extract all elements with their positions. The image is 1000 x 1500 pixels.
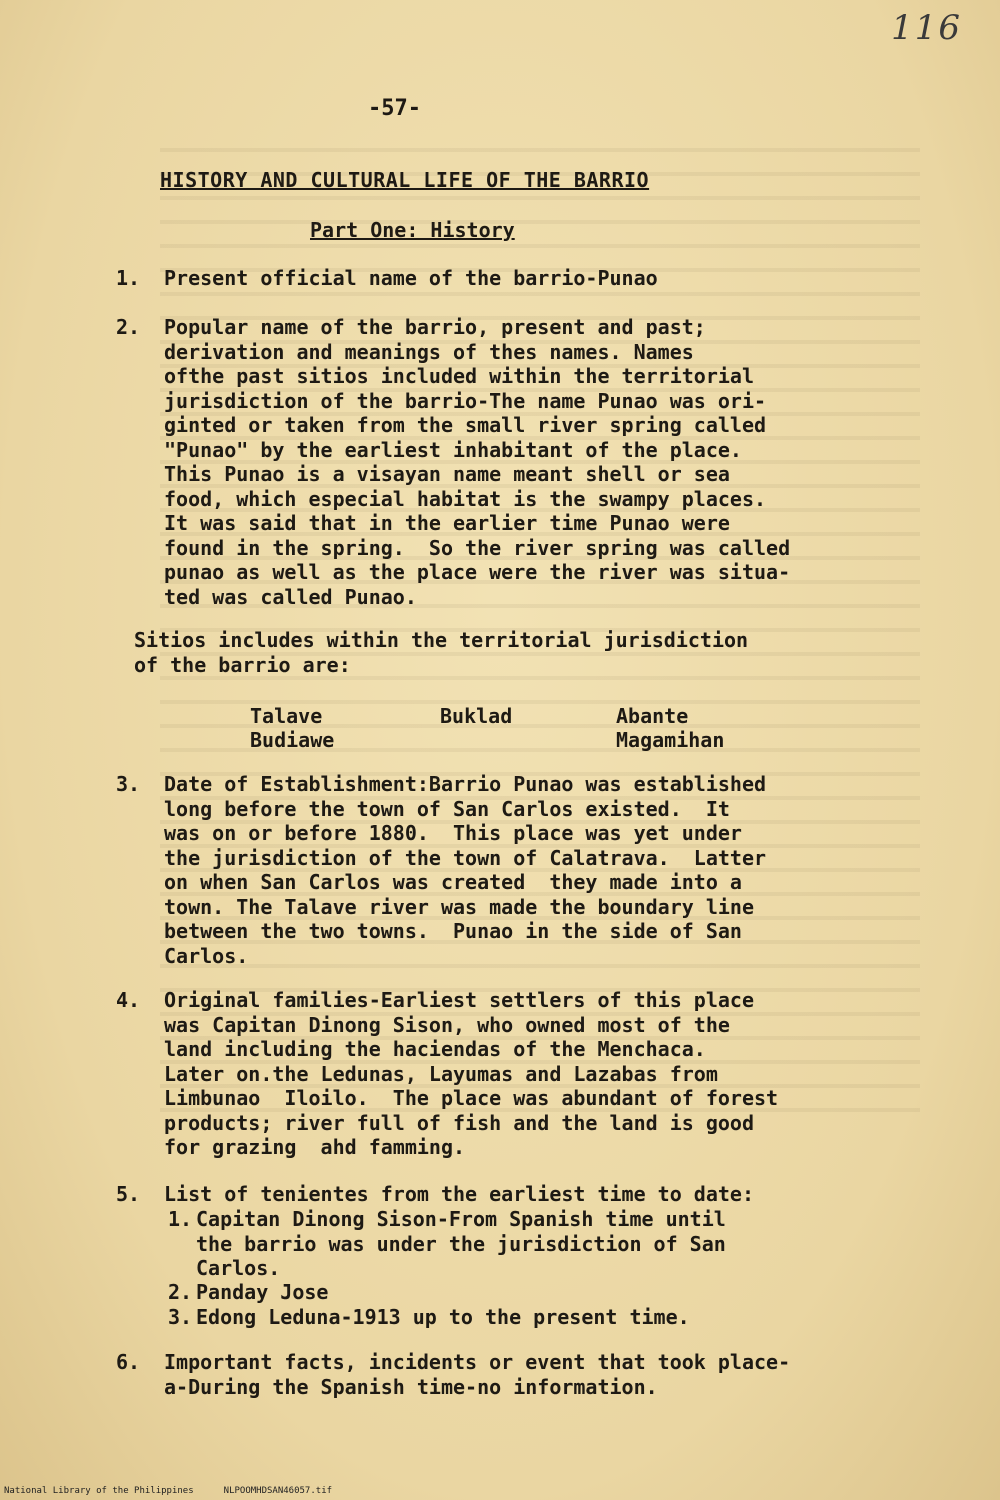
item-text: Present official name of the barrio-Punao [164, 266, 658, 290]
item-text: Date of Establishment:Barrio Punao was established long before the town of San Carlos existed. It was on or before 1880. This place was yet under the jurisdiction of the town of Calatrava. Latter on when San Carlos was created they made into a town. The Talave river was made the boundary line between the two towns. Punao in the side of San Carlos. [164, 772, 767, 968]
document-title: HISTORY AND CULTURAL LIFE OF THE BARRIO [160, 168, 650, 192]
sitio-magamihan: Magamihan [616, 728, 725, 752]
item-text: Original families-Earliest settlers of this place was Capitan Dinong Sison, who owned most of the land including the haciendas of the Menchaca. Later on.the Ledunas, Layumas and Lazabas from Limbunao Iloilo. The place was abundant of forest products; river full of fish and the land is good for grazing ahd famming. [164, 988, 779, 1159]
sitio-talave: Talave [250, 704, 323, 728]
list-item-6 [116, 1350, 946, 1410]
item-number: 4. [116, 988, 141, 1012]
section-subtitle: Part One: History [310, 218, 515, 242]
page-number: -57- [368, 96, 421, 121]
list-item-1 [116, 266, 946, 296]
item-number: 1. [116, 266, 141, 290]
archive-footer [4, 1486, 332, 1496]
list-item-2 [116, 315, 946, 615]
footer-library: National Library of the Philippines [4, 1486, 194, 1496]
item-number: 3. [116, 772, 141, 796]
item-text: List of tenientes from the earliest time to date: [164, 1182, 755, 1206]
tenientes-list: 1. Capitan Dinong Sison-From Spanish time until the barrio was under the jurisdiction of San Carlos. 2. Panday Jose 3. Edong Leduna-1913 up to the present time. [168, 1207, 726, 1329]
sitios-intro: Sitios includes within the territorial jurisdiction of the barrio are: [134, 628, 749, 677]
sitio-budiawe: Budiawe [250, 728, 335, 752]
item-text: Popular name of the barrio, present and past; derivation and meanings of thes names. Names ofthe past sitios included within the territorial jurisdiction of the barrio-The name Punao was ori- ginted or taken from the small river spring called "Punao" by the earliest inhabitant of the place. This Punao is a visayan name meant shell or sea food, which especial habitat is the swampy places. It was said that in the earlier time Punao were found in the spring. So the river spring was called punao as well as the place were the river was situa- ted was called Punao. [164, 315, 791, 609]
sitio-buklad: Buklad [440, 704, 513, 728]
sitio-abante: Abante [616, 704, 689, 728]
list-item-3 [116, 772, 946, 972]
list-item-4 [116, 988, 946, 1168]
footer-file: NLPOOMHDSAN46057.tif [223, 1486, 333, 1496]
item-number: 6. [116, 1350, 141, 1374]
item-number: 5. [116, 1182, 141, 1206]
item-text: Important facts, incidents or event that took place- a-During the Spanish time-no information. [164, 1350, 791, 1399]
handwritten-page-number: 116 [891, 8, 962, 48]
item-number: 2. [116, 315, 141, 339]
